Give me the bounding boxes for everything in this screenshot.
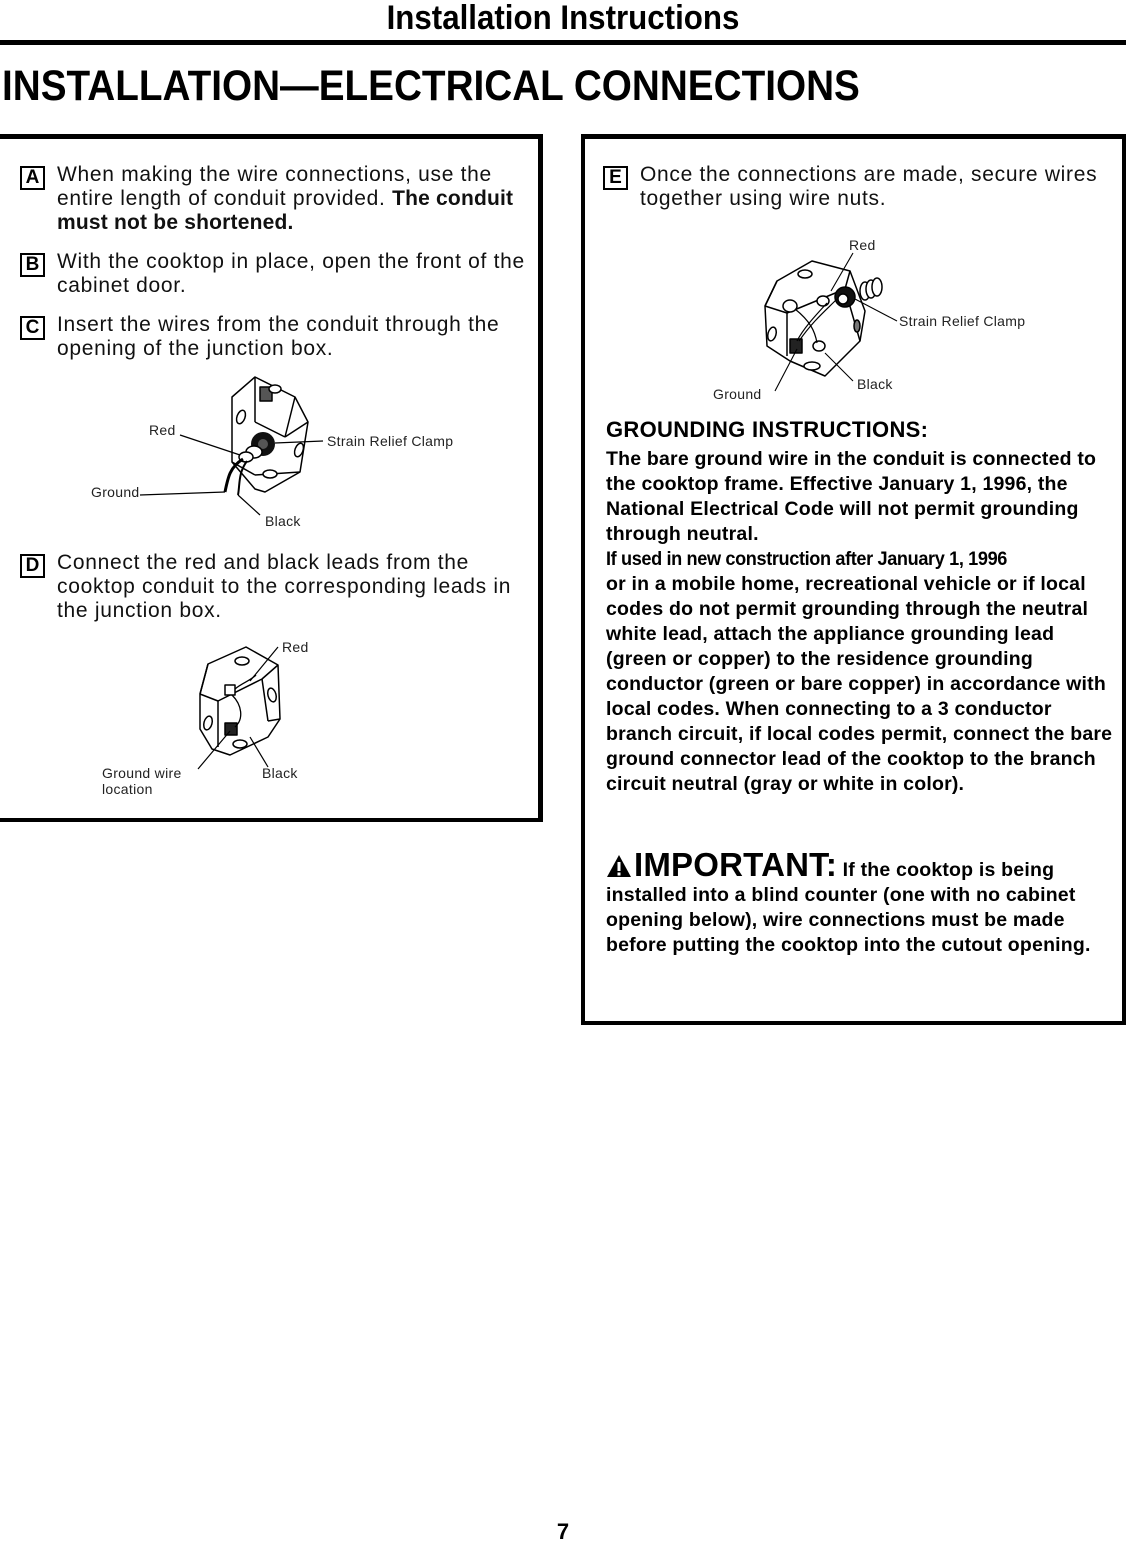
callout-strain-relief-clamp: Strain Relief Clamp [327,433,454,449]
step-c-text: Insert the wires from the conduit through the opening of the junction box. [57,313,500,360]
callout-ground: Ground [713,386,762,402]
callout-ground-wire-location [102,765,182,797]
callout-black: Black [262,765,298,781]
callout-red: Red [149,422,176,438]
junction-box-clamp-illustration [80,367,500,537]
grounding-paragraph-2: or in a mobile home, recreational vehicle or if local codes do not permit grounding through the neutral white lead, attach the appliance grounding lead (green or copper) to the residence grounding conductor (green or bare copper) in accordance with local codes. When connecting to a 3 conductor branch circuit, if local codes permit, connect the bare ground connector lead of the cooktop to the branch circuit neutral (gray or white in color). [606,573,1113,795]
step-d-text: Connect the red and black leads from the cooktop conduit to the corresponding leads in the junction box. [57,551,512,622]
callout-black: Black [265,513,301,529]
section-title: INSTALLATION—ELECTRICAL CONNECTIONS [2,62,860,110]
callout-red: Red [282,639,309,655]
step-a-warning: The conduit must not be shortened. [57,187,514,234]
junction-box-diagram-e [695,231,1055,406]
callout-ground-wire-line2: location [102,781,153,797]
step-e-text: Once the connections are made, secure wires together using wire nuts. [640,163,1098,210]
junction-box-diagram-c [80,367,500,537]
step-a-text [57,163,530,235]
grounding-paragraph-1: The bare ground wire in the conduit is connected to the cooktop frame. Effective January 1, 1996, the National Electrical Code will not permit grounding through neutral. [606,448,1097,545]
important-heading: IMPORTANT: [634,846,838,883]
callout-strain-relief-clamp: Strain Relief Clamp [899,313,1026,329]
step-d [20,551,530,623]
step-a [20,163,530,235]
step-b-text: With the cooktop in place, open the front of the cabinet door. [57,250,525,297]
step-b [20,250,530,298]
left-instructions-panel [0,134,543,822]
step-c [20,313,530,361]
step-e [603,163,1113,211]
step-c-label: C [20,316,45,340]
step-e-label: E [603,166,628,190]
important-notice [606,848,1120,958]
header-rule [0,40,1126,45]
step-a-label: A [20,166,45,190]
header-title: Installation Instructions [386,0,740,37]
important-text: If the cooktop is being installed into a blind counter (one with no cabinet opening below), wire connections must be made before putting the cooktop into the cutout opening. [606,859,1091,956]
step-a-body: When making the wire connections, use the entire length of conduit provided. [57,163,492,210]
right-instructions-panel [581,134,1126,1025]
grounding-instructions-heading: GROUNDING INSTRUCTIONS: [606,417,929,442]
callout-ground-wire-line1: Ground wire [102,765,182,781]
callout-red: Red [849,237,876,253]
warning-triangle-icon [606,854,632,878]
page-number: 7 [556,1519,570,1544]
grounding-paragraph-2-lead: If used in new construction after January 1, 1996 [606,548,1008,570]
junction-box-diagram-d [100,639,360,804]
callout-black: Black [857,376,893,392]
grounding-instructions-body [606,447,1116,797]
step-d-label: D [20,554,45,578]
callout-ground: Ground [91,484,140,500]
step-b-label: B [20,253,45,277]
